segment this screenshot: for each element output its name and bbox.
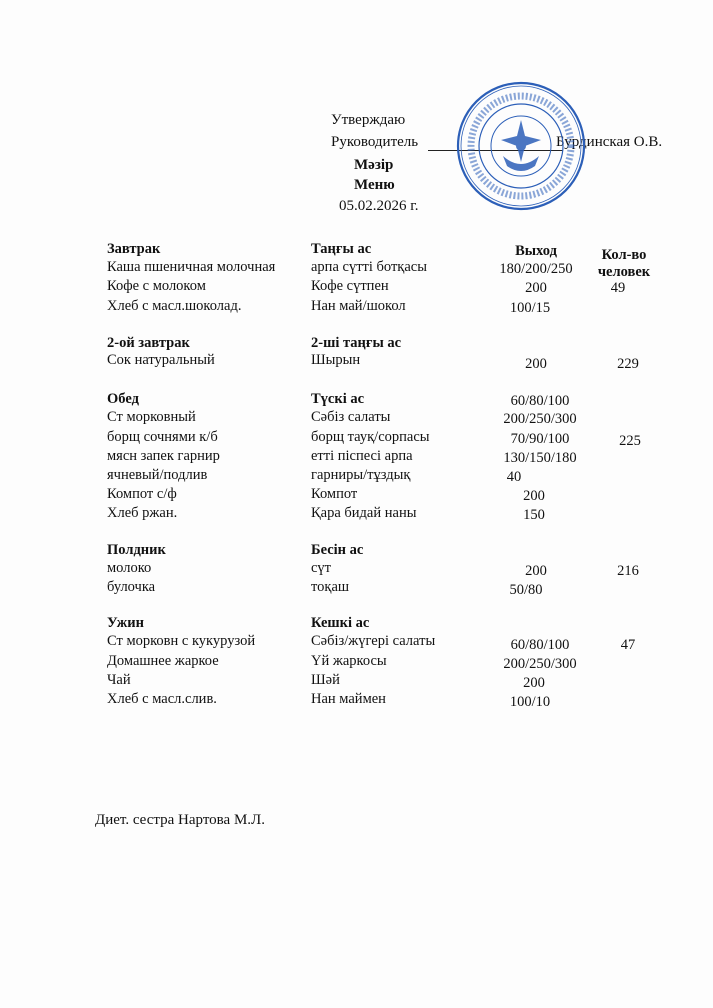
dinner-title-kz: Кешкі ас	[311, 615, 370, 631]
lunch-title-ru: Обед	[107, 391, 139, 407]
dinner-ru-4: Хлеб с масл.слив.	[107, 691, 217, 707]
second-breakfast-title-kz: 2-ші таңғы ас	[311, 335, 402, 351]
lunch-out-2: 70/90/100	[510, 431, 570, 447]
lunch-ru-1: Ст морковный	[107, 409, 196, 425]
dinner-kz-1: Сәбіз/жүгері салаты	[311, 633, 436, 649]
lunch-out-0: 60/80/100	[510, 393, 570, 409]
snack-out-2: 50/80	[509, 582, 543, 598]
breakfast-ru-2: Кофе с молоком	[107, 278, 206, 294]
title-ru: Меню	[354, 177, 395, 193]
lunch-out-3: 130/150/180	[503, 450, 577, 466]
second-breakfast-count: 229	[617, 356, 639, 372]
signer-name: Бурдинская О.В.	[556, 134, 663, 150]
menu-date: 05.02.2026 г.	[339, 198, 419, 214]
col-people-count: Кол-во человек	[597, 247, 651, 280]
second-breakfast-kz-1: Шырын	[311, 352, 361, 368]
breakfast-out-2: 200	[525, 280, 547, 296]
breakfast-out-3: 100/15	[509, 300, 551, 316]
lunch-kz-6: Қара бидай наны	[311, 505, 417, 521]
lunch-ru-5: Компот с/ф	[107, 486, 177, 502]
lunch-kz-2: борщ тауқ/сорпасы	[311, 429, 430, 445]
dinner-title-ru: Ужин	[107, 615, 144, 631]
lunch-kz-4: гарниры/тұздық	[311, 467, 411, 483]
dinner-ru-1: Ст морковн с кукурузой	[107, 633, 256, 649]
col-output: Выход	[515, 243, 557, 259]
breakfast-ru-1: Каша пшеничная молочная	[107, 259, 276, 275]
dinner-ru-3: Чай	[107, 672, 131, 688]
dinner-out-1: 60/80/100	[510, 637, 570, 653]
snack-kz-2: тоқаш	[311, 579, 350, 595]
col-breakfast-ru: Завтрак	[107, 241, 161, 257]
round-seal-stamp-icon	[455, 80, 587, 212]
diet-nurse-signature: Диет. сестра Нартова М.Л.	[95, 812, 265, 828]
lunch-count: 225	[619, 433, 641, 449]
lunch-out-4: 40	[506, 469, 522, 485]
snack-out-1: 200	[525, 563, 547, 579]
lunch-out-1: 200/250/300	[503, 411, 577, 427]
dinner-out-4: 100/10	[509, 694, 551, 710]
snack-kz-1: сүт	[311, 560, 332, 576]
breakfast-kz-1: арпа сүтті ботқасы	[311, 259, 427, 275]
title-kz: Мәзір	[354, 157, 394, 173]
breakfast-count: 49	[610, 280, 626, 296]
lunch-ru-6: Хлеб ржан.	[107, 505, 178, 521]
lunch-out-5: 200	[523, 488, 545, 504]
dinner-out-2: 200/250/300	[503, 656, 577, 672]
lunch-title-kz: Түскі ас	[311, 391, 365, 407]
lunch-kz-5: Компот	[311, 486, 358, 502]
dinner-kz-2: Үй жаркосы	[311, 653, 387, 669]
snack-title-ru: Полдник	[107, 542, 166, 558]
lunch-ru-3: мясн запек гарнир	[107, 448, 220, 464]
breakfast-kz-2: Кофе сүтпен	[311, 278, 389, 294]
snack-ru-1: молоко	[107, 560, 152, 576]
dinner-kz-4: Нан маймен	[311, 691, 386, 707]
snack-count: 216	[617, 563, 639, 579]
dinner-kz-3: Шәй	[311, 672, 340, 688]
second-breakfast-ru-1: Сок натуральный	[107, 352, 215, 368]
lunch-kz-3: етті піспесі арпа	[311, 448, 413, 464]
dinner-count: 47	[620, 637, 636, 653]
lunch-kz-1: Сәбіз салаты	[311, 409, 391, 425]
second-breakfast-title-ru: 2-ой завтрак	[107, 335, 190, 351]
snack-title-kz: Бесін ас	[311, 542, 364, 558]
snack-ru-2: булочка	[107, 579, 156, 595]
dinner-ru-2: Домашнее жаркое	[107, 653, 219, 669]
lunch-ru-4: ячневый/подлив	[107, 467, 208, 483]
role-label: Руководитель	[331, 134, 419, 150]
lunch-out-6: 150	[523, 507, 545, 523]
dinner-out-3: 200	[523, 675, 545, 691]
approve-label: Утверждаю	[331, 112, 406, 128]
second-breakfast-out-1: 200	[525, 356, 547, 372]
breakfast-kz-3: Нан май/шокол	[311, 298, 406, 314]
col-breakfast-kz: Таңғы ас	[311, 241, 372, 257]
lunch-ru-2: борщ сочнями к/б	[107, 429, 218, 445]
breakfast-ru-3: Хлеб с масл.шоколад.	[107, 298, 242, 314]
breakfast-out-1: 180/200/250	[499, 261, 573, 277]
